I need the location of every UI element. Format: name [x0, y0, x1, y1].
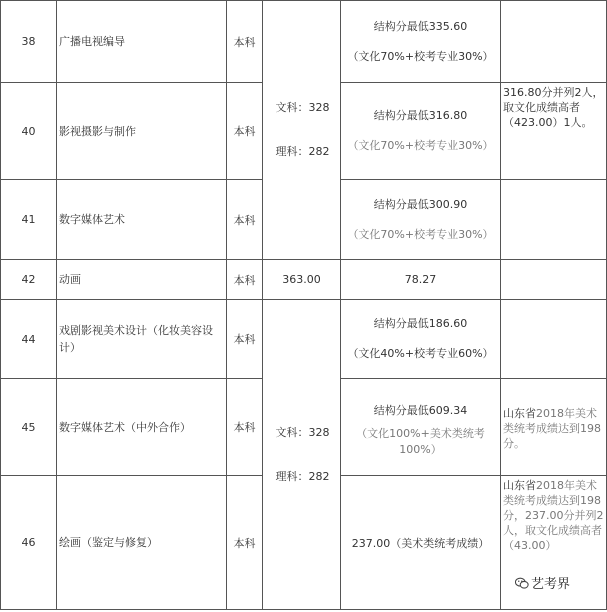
level-label: 本科: [227, 476, 263, 610]
wechat-icon: [515, 576, 529, 590]
row-number: 44: [1, 300, 57, 379]
row-number: 45: [1, 379, 57, 476]
like-score: 理科：282: [275, 145, 330, 158]
score-line-main: 237.00（美术类统考成绩）: [341, 476, 501, 610]
score-line-main: 结构分最低335.60: [373, 19, 468, 33]
score-line: [341, 1, 501, 83]
score-line: [341, 83, 501, 180]
major-name: 戏剧影视美术设计（化妆美容设计）: [57, 300, 227, 379]
score-line-formula: （文化70%+校考专业30%）: [347, 139, 494, 152]
score-line-formula: （文化70%+校考专业30%）: [347, 49, 494, 63]
note-cell: [501, 1, 607, 83]
level-label: 本科: [227, 83, 263, 180]
note-cell: [501, 379, 607, 476]
note-province: 山东省: [503, 479, 536, 492]
like-score: 理科：282: [275, 469, 330, 483]
note-text-tail: 43.00）: [514, 539, 557, 552]
row-number: 42: [1, 260, 57, 300]
culture-score: 363.00: [263, 260, 341, 300]
culture-score-group-1: [263, 1, 341, 260]
level-label: 本科: [227, 379, 263, 476]
note-cell: 316.80分并列2人，取文化成绩高者（423.00）1人。: [501, 83, 607, 180]
note-text: 2018年美术类统考成绩达到198分，237.00分并列2人，取文化成绩高者（: [503, 479, 604, 552]
score-line-formula: （文化70%+校考专业30%）: [347, 227, 494, 241]
level-label: 本科: [227, 1, 263, 83]
row-number: 38: [1, 1, 57, 83]
note-cell: [501, 300, 607, 379]
row-number: 41: [1, 180, 57, 260]
level-label: 本科: [227, 300, 263, 379]
score-line-formula: （文化100%+美术类统考100%）: [356, 427, 485, 456]
watermark: [512, 572, 573, 593]
note-text: 2018年美术类统考成绩达到198分。: [503, 406, 601, 450]
major-name: 影视摄影与制作: [57, 83, 227, 180]
table-row: [1, 300, 607, 379]
score-line-main: 结构分最低186.60: [373, 317, 468, 330]
score-line-main: 结构分最低316.80: [373, 109, 468, 122]
score-line-main: 78.27: [341, 260, 501, 300]
major-name: 动画: [57, 260, 227, 300]
table-row: [1, 1, 607, 83]
wenke-score: 文科：328: [275, 101, 330, 114]
score-line-main: 结构分最低609.34: [373, 404, 468, 417]
wenke-score: 文科：328: [275, 425, 330, 439]
row-number: 40: [1, 83, 57, 180]
row-number: 46: [1, 476, 57, 610]
level-label: 本科: [227, 260, 263, 300]
score-line: [341, 300, 501, 379]
watermark-text: 艺考界: [531, 577, 571, 592]
score-line-formula: （文化40%+校考专业60%）: [347, 347, 494, 360]
note-cell: [501, 260, 607, 300]
level-label: 本科: [227, 180, 263, 260]
major-name: 广播电视编导: [57, 1, 227, 83]
score-line: [341, 180, 501, 260]
note-province: 山东省: [503, 406, 536, 420]
culture-score-group-2: [263, 300, 341, 610]
major-name: 绘画（鉴定与修复）: [57, 476, 227, 610]
score-line: [341, 379, 501, 476]
score-line-main: 结构分最低300.90: [373, 197, 468, 211]
major-name: 数字媒体艺术（中外合作）: [57, 379, 227, 476]
major-name: 数字媒体艺术: [57, 180, 227, 260]
note-cell: [501, 180, 607, 260]
table-row: [1, 260, 607, 300]
